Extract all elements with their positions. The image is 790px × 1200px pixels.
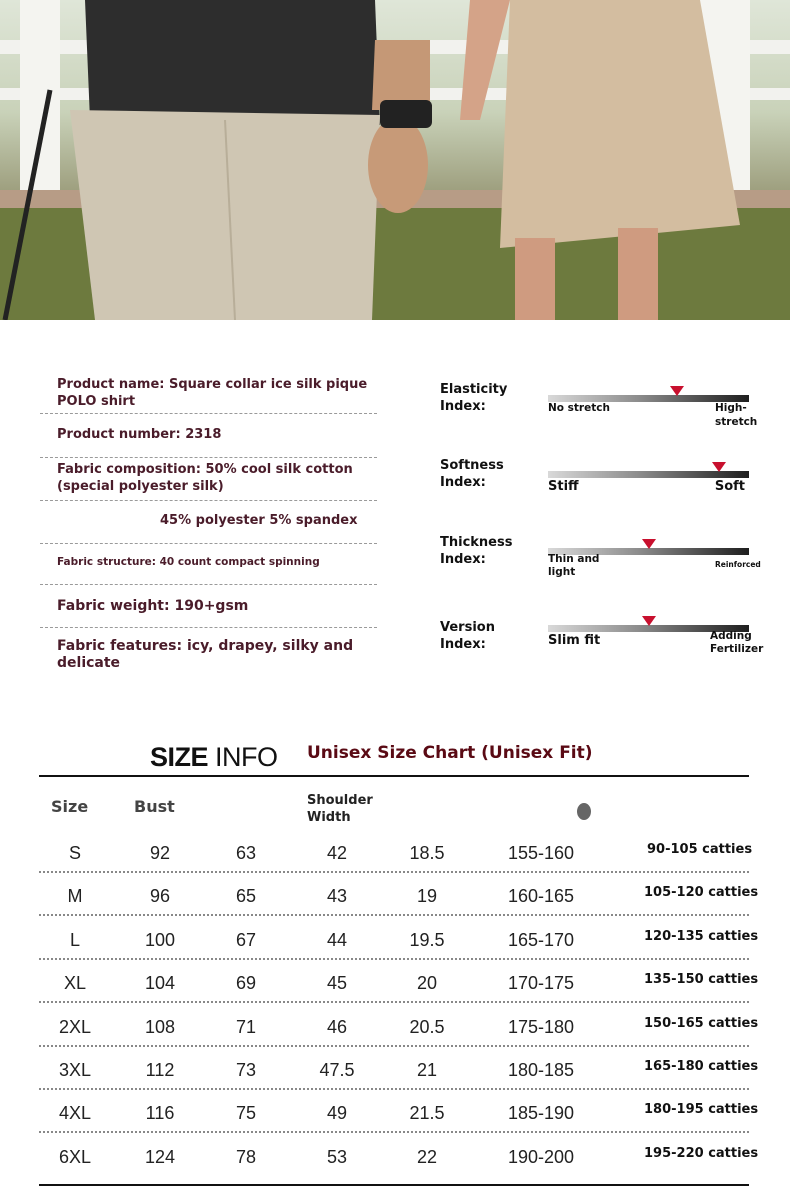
weight-cell: 90-105 catties	[647, 842, 753, 857]
weight-cell: 105-120 catties	[644, 885, 759, 901]
divider	[40, 627, 377, 628]
elasticity-index-label: Elasticity Index:	[440, 382, 508, 414]
header-size: Size	[51, 797, 89, 816]
elasticity-right-label: High-stretch	[715, 402, 758, 428]
divider	[40, 543, 377, 544]
softness-bar	[548, 471, 749, 478]
product-photo	[0, 0, 790, 320]
table-cell: 44	[326, 929, 348, 950]
softness-left-label: Stiff	[548, 479, 579, 494]
thickness-marker	[642, 539, 656, 549]
product-name: Product name: Square collar ice silk pique POLO shirt	[57, 377, 368, 409]
table-cell: 4XL	[58, 1103, 92, 1124]
table-cell: 116	[145, 1103, 175, 1124]
fabric-features: Fabric features: icy, drapey, silky and delicate	[57, 638, 354, 671]
table-cell: 20	[416, 973, 438, 994]
fabric-composition-extra: 45% polyester 5% spandex	[160, 513, 358, 528]
table-cell: 160-165	[507, 886, 575, 907]
thickness-left-label: Thin and light	[548, 553, 600, 578]
table-cell: 42	[326, 843, 348, 863]
row-divider	[39, 1088, 749, 1090]
table-cell: 19.5	[409, 929, 445, 950]
table-cell: 71	[235, 1016, 257, 1037]
row-divider	[39, 871, 749, 873]
size-info-title	[150, 742, 278, 773]
weight-cell: 195-220 catties	[644, 1145, 759, 1161]
blurred-mark	[577, 803, 591, 820]
table-cell: 124	[144, 1146, 176, 1167]
table-cell: 155-160	[507, 843, 575, 863]
table-cell: 104	[144, 973, 176, 994]
table-cell: 21.5	[409, 1103, 445, 1124]
table-bottom-rule	[39, 1184, 749, 1186]
table-cell: 180-185	[507, 1060, 575, 1080]
divider	[40, 500, 377, 501]
fabric-structure: Fabric structure: 40 count compact spinning	[57, 556, 320, 568]
table-cell: 46	[326, 1016, 348, 1037]
table-cell: 2XL	[58, 1016, 92, 1037]
header-shoulder-width: Shoulder Width	[307, 793, 373, 825]
table-cell: 92	[149, 843, 171, 863]
divider	[40, 457, 377, 458]
fabric-weight: Fabric weight: 190+gsm	[57, 598, 249, 614]
weight-cell: 120-135 catties	[644, 928, 759, 944]
table-cell: 63	[235, 843, 257, 863]
table-cell: 21	[416, 1060, 438, 1080]
table-top-rule	[39, 775, 749, 777]
table-cell: 75	[235, 1103, 257, 1124]
table-cell: 108	[144, 1016, 176, 1037]
row-divider	[39, 958, 749, 960]
product-number: Product number: 2318	[57, 427, 222, 442]
row-divider	[39, 914, 749, 916]
weight-cell: 180-195 catties	[644, 1102, 759, 1118]
table-cell: 112	[145, 1060, 175, 1080]
fabric-composition: Fabric composition: 50% cool silk cotton (special polyester silk)	[57, 462, 353, 494]
header-bust: Bust	[134, 797, 175, 816]
table-cell: 185-190	[507, 1103, 575, 1124]
weight-cell: 165-180 catties	[644, 1059, 759, 1074]
table-cell: 18.5	[409, 843, 445, 863]
size-title-light: INFO	[215, 742, 278, 772]
table-cell: L	[69, 929, 80, 950]
table-cell: 78	[235, 1146, 257, 1167]
softness-index-label: Softness Index:	[440, 458, 504, 490]
table-cell: 100	[144, 929, 176, 950]
table-cell: 67	[235, 929, 257, 950]
elasticity-left-label: No stretch	[548, 402, 610, 414]
table-cell: 190-200	[507, 1146, 575, 1167]
table-cell: 49	[326, 1103, 348, 1124]
table-cell: 3XL	[58, 1060, 92, 1080]
table-cell: 165-170	[507, 929, 575, 950]
table-cell: M	[67, 886, 83, 907]
table-cell: 53	[326, 1146, 348, 1167]
table-cell: 69	[235, 973, 257, 994]
thickness-index-label: Thickness Index:	[440, 535, 513, 567]
table-cell: 96	[149, 886, 171, 907]
row-divider	[39, 1131, 749, 1133]
weight-cell: 150-165 catties	[644, 1015, 759, 1031]
elasticity-marker	[670, 386, 684, 396]
table-cell: 22	[416, 1146, 438, 1167]
table-cell: 175-180	[507, 1016, 575, 1037]
table-cell: 73	[235, 1060, 257, 1080]
table-cell: 20.5	[409, 1016, 445, 1037]
softness-marker	[712, 462, 726, 472]
table-cell: 170-175	[507, 973, 575, 994]
table-cell: 6XL	[58, 1146, 92, 1167]
thickness-right-label: Reinforced	[715, 560, 761, 569]
table-cell: 19	[416, 886, 438, 907]
softness-right-label: Soft	[714, 479, 745, 494]
divider	[40, 413, 377, 414]
size-title-bold: SIZE	[150, 742, 209, 772]
table-cell: XL	[63, 973, 87, 994]
size-chart-subtitle: Unisex Size Chart (Unisex Fit)	[307, 743, 593, 763]
version-right-label: Adding Fertilizer	[710, 630, 764, 655]
divider	[40, 584, 377, 585]
version-index-label: Version Index:	[440, 620, 495, 652]
table-cell: 47.5	[319, 1060, 355, 1080]
table-cell: S	[68, 843, 81, 863]
table-cell: 45	[326, 973, 348, 994]
weight-cell: 135-150 catties	[644, 972, 759, 988]
version-left-label: Slim fit	[548, 633, 601, 648]
table-cell: 43	[326, 886, 348, 907]
table-cell: 65	[235, 886, 257, 907]
row-divider	[39, 1045, 749, 1047]
row-divider	[39, 1001, 749, 1003]
version-marker	[642, 616, 656, 626]
